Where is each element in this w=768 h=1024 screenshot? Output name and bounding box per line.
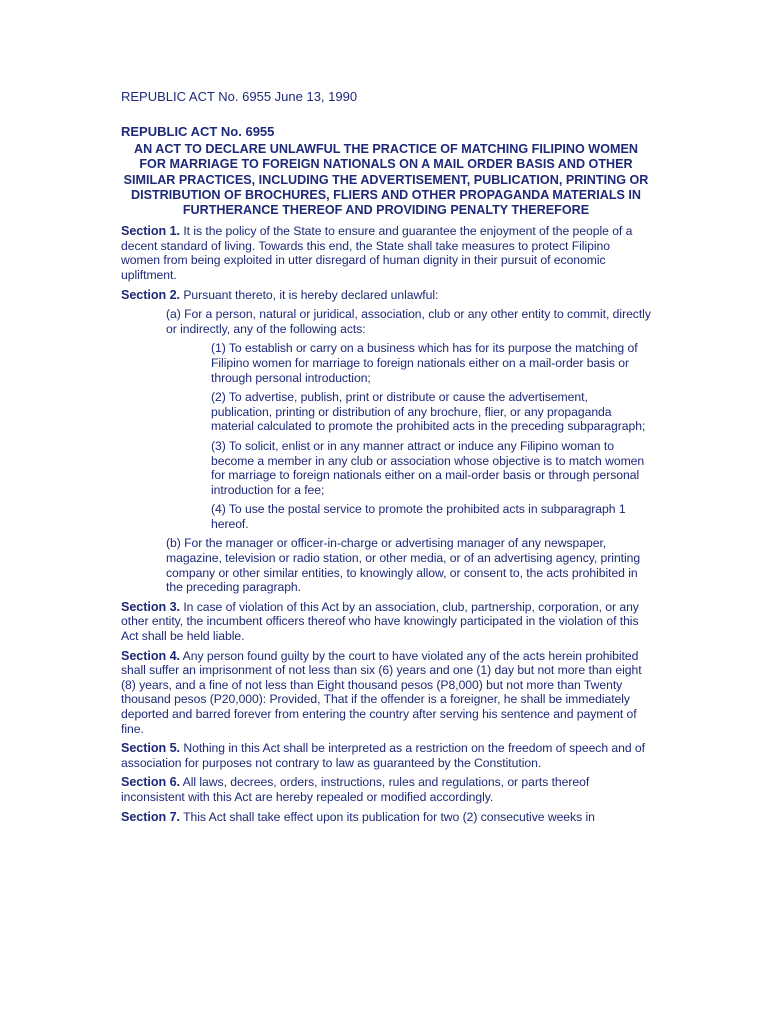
section-2 <box>121 288 651 303</box>
section-text: Any person found guilty by the court to have violated any of the acts herein prohibited shall suffer an imprisonment of not less than six (6) years and one (1) day but not more than eight (8) years, and a fine of not less than Eight thousand pesos (P8,000) but not more than Twenty thousand pesos (P20,000): Provided, That if the offender is a foreigner, he shall be immediately deported and barred forever from entering the country after serving his sentence and payment of fine. <box>121 648 642 736</box>
section-1 <box>121 224 651 282</box>
item-3: (3) To solicit, enlist or in any manner attract or induce any Filipino woman to become a member in any club or association whose objective is to match women for marriage to foreign nationals either on a mail-order basis or through personal introduction for a fee; <box>211 438 645 497</box>
section-7 <box>121 810 651 825</box>
section-label: Section 2. <box>121 287 180 302</box>
act-title: AN ACT TO DECLARE UNLAWFUL THE PRACTICE OF MATCHING FILIPINO WOMEN FOR MARRIAGE TO FOREIGN NATIONALS ON A MAIL ORDER BASIS AND OTHER SIMILAR PRACTICES, INCLUDING THE ADVERTISEMENT, PUBLICATION, PRINTING OR DISTRIBUTION OF BROCHURES, FLIERS AND OTHER PROPAGANDA MATERIALS IN FURTHERANCE THEREOF AND PROVIDING PENALTY THEREFORE <box>123 142 649 217</box>
section-text: Pursuant thereto, it is hereby declared unlawful: <box>183 287 439 302</box>
section-label: Section 7. <box>121 809 180 824</box>
item-1: (1) To establish or carry on a business which has for its purpose the matching of Filipino women for marriage to foreign nationals either on a mail-order basis or through personal introduction; <box>211 341 638 385</box>
header-line: REPUBLIC ACT No. 6955 June 13, 1990 <box>121 89 358 104</box>
section-4 <box>121 649 651 737</box>
section-3 <box>121 600 651 644</box>
section-label: Section 4. <box>121 648 180 663</box>
section-label: Section 3. <box>121 599 180 614</box>
section-text: In case of violation of this Act by an association, club, partnership, corporation, or any other entity, the incumbent officers thereof who have knowingly participated in the violation of this Act shall be held liable. <box>121 599 639 644</box>
section-text: All laws, decrees, orders, instructions, rules and regulations, or parts thereof inconsistent with this Act are hereby repealed or modified accordingly. <box>121 775 590 804</box>
act-number: REPUBLIC ACT No. 6955 <box>121 123 275 139</box>
section-label: Section 1. <box>121 224 180 239</box>
section-5 <box>121 741 651 770</box>
section-6 <box>121 775 651 804</box>
subsection-b: (b) For the manager or officer-in-charge or advertising manager of any newspaper, magazine, television or radio station, or other media, or of an advertising agency, printing company or other similar entities, to knowingly allow, or consent to, the acts prohibited in the preceding paragraph. <box>166 536 641 595</box>
item-4: (4) To use the postal service to promote the prohibited acts in subparagraph 1 hereof. <box>211 502 626 531</box>
section-text: Nothing in this Act shall be interpreted as a restriction on the freedom of speech and of association for purposes not contrary to law as guaranteed by the Constitution. <box>121 741 646 770</box>
section-label: Section 6. <box>121 775 180 790</box>
section-text: It is the policy of the State to ensure and guarantee the enjoyment of the people of a decent standard of living. Towards this end, the State shall take measures to protect Filipino women from being exploited in utter disregard of human dignity in their pursuit of economic upliftment. <box>121 224 633 282</box>
document-page <box>121 90 651 829</box>
section-text: This Act shall take effect upon its publication for two (2) consecutive weeks in <box>183 809 595 824</box>
section-label: Section 5. <box>121 741 180 756</box>
item-2: (2) To advertise, publish, print or distribute or cause the advertisement, publication, printing or distribution of any brochure, flier, or any propaganda material calculated to promote the prohibited acts in the preceding subparagraph; <box>211 390 646 434</box>
subsection-a: (a) For a person, natural or juridical, association, club or any other entity to commit, directly or indirectly, any of the following acts: <box>166 307 651 336</box>
